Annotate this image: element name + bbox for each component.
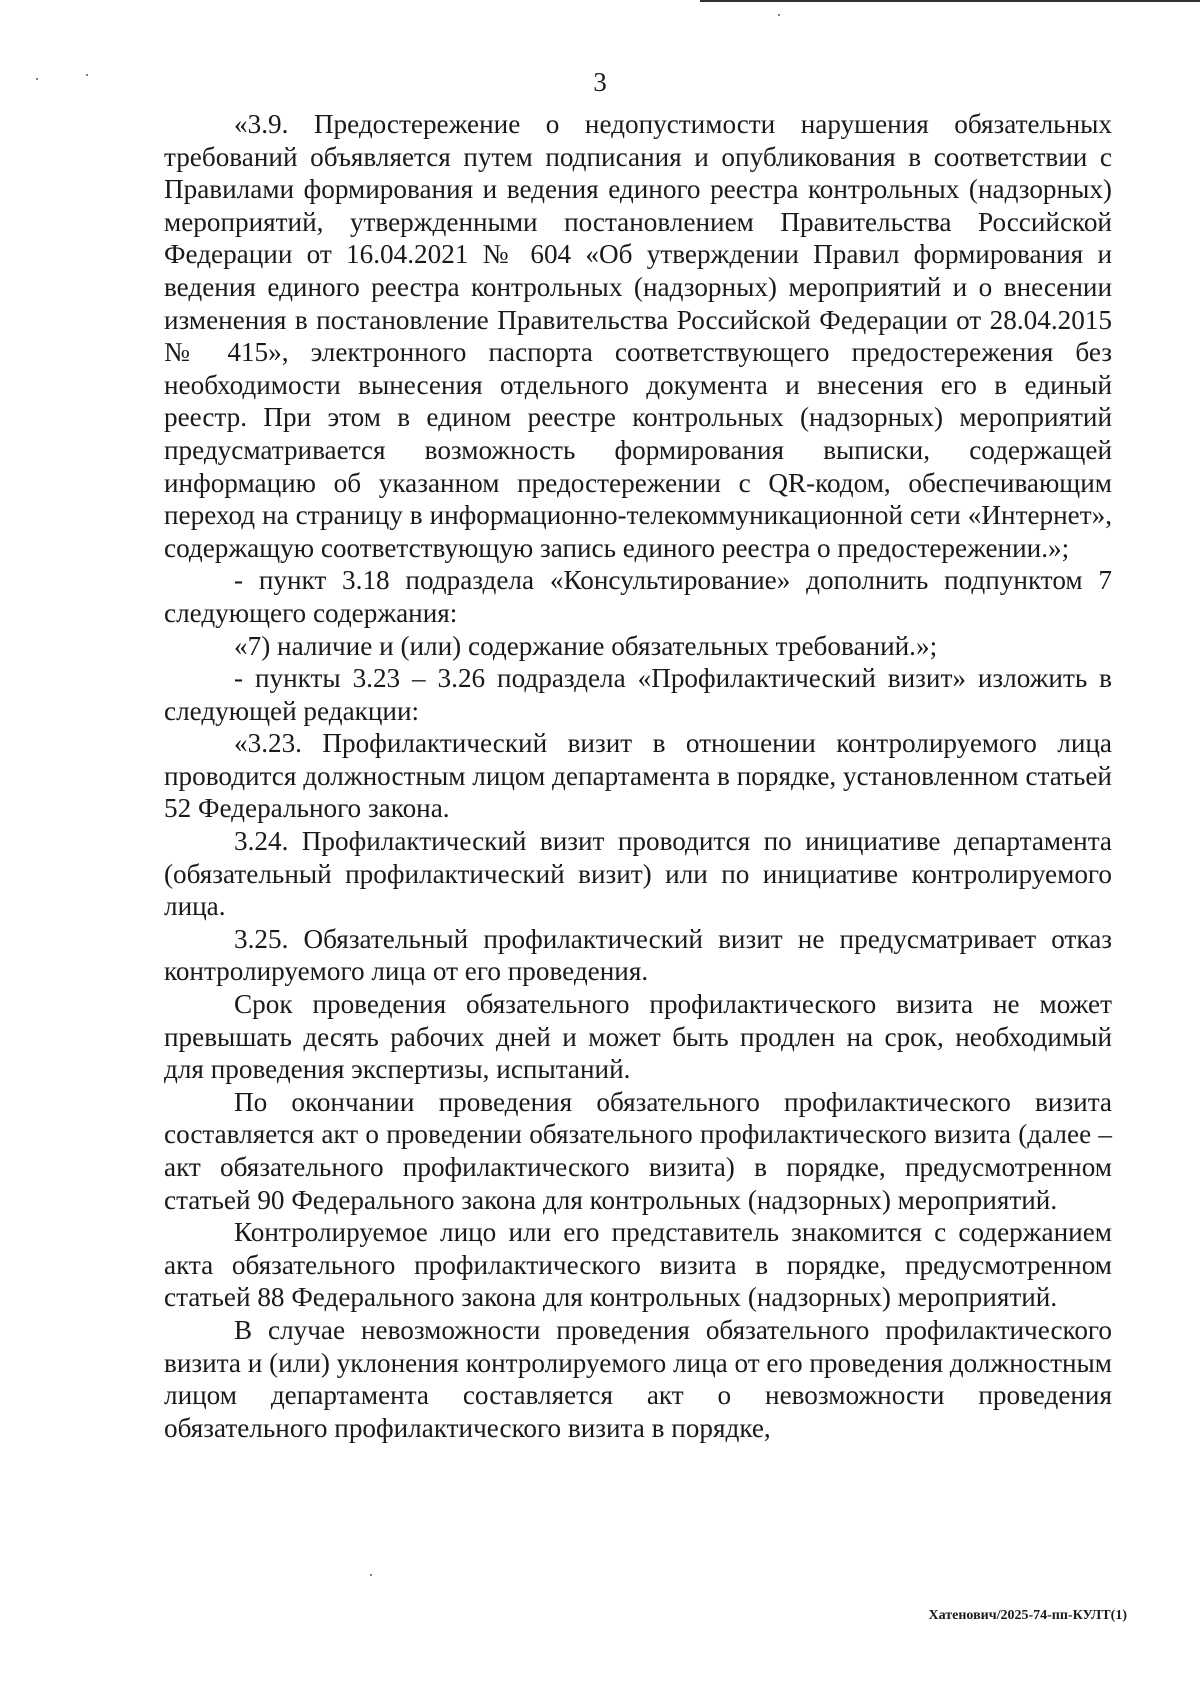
scan-top-edge-line	[700, 0, 1200, 2]
paragraph-amend-3-18: - пункт 3.18 подраздела «Консультирование» дополнить подпунктом 7 следующего содержания:	[164, 565, 1112, 628]
page-number: 3	[593, 67, 607, 97]
paragraph-3-25: 3.25. Обязательный профилактический визит не предусматривает отказ контролируемого лица от его проведения.	[164, 923, 1112, 987]
paragraph-3-23: «3.23. Профилактический визит в отношении контролируемого лица проводится должностным лицом департамента в порядке, установленном статьей 52 Федерального закона.	[164, 728, 1112, 824]
paragraph-visit-act: По окончании проведения обязательного профилактического визита составляется акт о проведении обязательного профилактического визита (далее – акт обязательного профилактического визита) в порядке, предусмотренном статьей 90 Федерального закона для контрольных (надзорных) мероприятий.	[164, 1086, 1112, 1215]
scan-speck	[778, 14, 780, 16]
document-footer-code: Хатенович/2025-74-пп-КУЛТ(1)	[928, 1608, 1127, 1623]
paragraph-3-24: 3.24. Профилактический визит проводится по инициативе департамента (обязательный профилактический визит) или по инициативе контролируемого лица.	[164, 826, 1112, 922]
scan-speck	[370, 1574, 372, 1576]
document-body	[164, 108, 1112, 1444]
paragraph-visit-impossibility: В случае невозможности проведения обязательного профилактического визита и (или) уклонения контролируемого лица от его проведения должностным лицом департамента составляется акт о невозможности проведения обязательного профилактического визита в порядке,	[164, 1314, 1112, 1443]
paragraph-visit-term: Срок проведения обязательного профилактического визита не может превышать десять рабочих дней и может быть продлен на срок, необходимый для проведения экспертизы, испытаний.	[164, 989, 1112, 1085]
paragraph-subpoint-7: «7) наличие и (или) содержание обязательных требований.»;	[234, 630, 938, 661]
paragraph-amend-3-23-3-26: - пункты 3.23 – 3.26 подраздела «Профилактический визит» изложить в следующей редакции:	[164, 663, 1112, 726]
paragraph-3-9: «3.9. Предостережение о недопустимости нарушения обязательных требований объявляется путем подписания и опубликования в соответствии с Правилами формирования и ведения единого реестра контрольных (надзорных) мероприятий, утвержденными постановлением Правительства Российской Федерации от 16.04.2021 № 604 «Об утверждении Правил формирования и ведения единого реестра контрольных (надзорных) мероприятий и о внесении изменения в постановление Правительства Российской Федерации от 28.04.2015 № 415», электронного паспорта соответствующего предостережения без необходимости вынесения отдельного документа и внесения его в единый реестр. При этом в едином реестре контрольных (надзорных) мероприятий предусматривается возможность формирования выписки, содержащей информацию об указанном предостережении с QR-кодом, обеспечивающим переход на страницу в информационно-телекоммуникационной сети «Интернет», содержащую соответствующую запись единого реестра о предостережении.»;	[164, 109, 1112, 563]
paragraph-act-familiarization: Контролируемое лицо или его представитель знакомится с содержанием акта обязательного профилактического визита в порядке, предусмотренном статьей 88 Федерального закона для контрольных (надзорных) мероприятий.	[164, 1217, 1112, 1313]
